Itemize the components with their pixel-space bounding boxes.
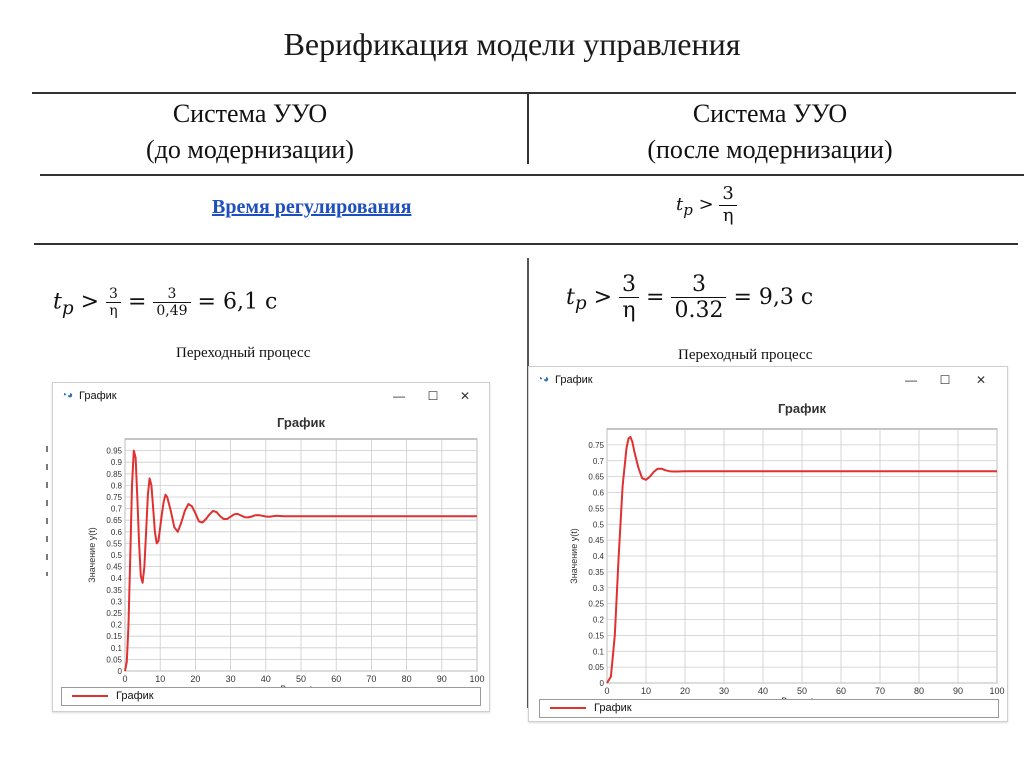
right-column-header xyxy=(570,96,970,168)
left-margin-marker xyxy=(46,446,48,576)
y-tick-label: 0.7 xyxy=(592,456,604,466)
right-fraction-2-num: 3 xyxy=(671,272,726,298)
y-tick-label: 0 xyxy=(599,679,604,688)
y-tick-label: 0.5 xyxy=(592,520,604,530)
y-tick-label: 0.4 xyxy=(110,574,122,584)
y-tick-label: 0.55 xyxy=(588,504,604,514)
left-fraction-2-den: 0,49 xyxy=(156,303,188,320)
y-tick-label: 0.65 xyxy=(106,516,122,526)
right-column-header-line2: (после модернизации) xyxy=(647,135,893,164)
y-tick-label: 0.25 xyxy=(106,609,122,618)
y-tick-label: 0.35 xyxy=(106,585,122,595)
right-formula-sub: p xyxy=(574,293,587,315)
left-fraction-2-num: 3 xyxy=(153,286,190,303)
window-title: График xyxy=(79,390,117,402)
left-formula-op: > xyxy=(80,289,100,315)
right-formula xyxy=(566,272,813,324)
y-tick-label: 0.75 xyxy=(106,493,122,502)
x-tick-label: 90 xyxy=(436,674,447,684)
y-tick-label: 0.9 xyxy=(110,458,122,468)
y-tick-label: 0.2 xyxy=(592,615,604,625)
x-tick-label: 90 xyxy=(952,686,964,696)
y-tick-label: 0.05 xyxy=(106,655,122,665)
table-rule-top xyxy=(32,92,1016,94)
x-tick-label: 70 xyxy=(366,674,377,684)
y-tick-label: 0.7 xyxy=(110,504,122,514)
graph-window-left xyxy=(52,382,490,712)
y-tick-label: 0.45 xyxy=(588,536,604,546)
right-formula-result: 9,3 с xyxy=(758,284,814,310)
right-formula-eq2: = xyxy=(733,284,752,310)
y-tick-label: 0.05 xyxy=(588,663,604,673)
y-tick-label: 0.8 xyxy=(110,481,122,491)
transient-chart-right xyxy=(529,393,1007,697)
y-tick-label: 0.6 xyxy=(592,488,604,498)
y-tick-label: 0.95 xyxy=(106,446,122,456)
regulation-time-formula xyxy=(676,184,737,226)
y-tick-label: 0.55 xyxy=(106,539,122,549)
legend-swatch xyxy=(72,695,108,697)
y-tick-label: 0.5 xyxy=(110,551,122,560)
formula-t: t xyxy=(676,194,684,216)
regulation-time-link[interactable]: Время регулирования xyxy=(212,196,412,218)
left-formula-sub: p xyxy=(61,297,74,319)
formula-fraction xyxy=(719,184,736,226)
left-fraction-2 xyxy=(153,286,190,319)
x-tick-label: 10 xyxy=(640,686,652,696)
y-axis-label: Значение y(t) xyxy=(87,527,97,583)
right-fraction-1-den: η xyxy=(622,298,636,324)
y-tick-label: 0.2 xyxy=(110,620,122,630)
chart-legend xyxy=(539,699,999,718)
right-formula-op: > xyxy=(593,284,613,310)
x-tick-label: 10 xyxy=(155,674,166,684)
legend-label: График xyxy=(116,690,154,702)
x-tick-label: 20 xyxy=(679,686,691,696)
y-tick-label: 0.3 xyxy=(592,583,604,593)
maximize-button[interactable]: ☐ xyxy=(939,373,951,387)
minimize-button[interactable]: — xyxy=(393,389,405,403)
y-tick-label: 0.15 xyxy=(588,631,604,641)
close-button[interactable]: ✕ xyxy=(459,389,471,403)
y-axis-label: Значение y(t) xyxy=(569,528,579,584)
legend-swatch xyxy=(550,707,586,709)
x-tick-label: 60 xyxy=(331,674,342,684)
right-formula-t: t xyxy=(566,284,575,310)
left-fraction-1-den: η xyxy=(109,303,118,320)
x-tick-label: 80 xyxy=(913,686,925,696)
y-tick-label: 0.85 xyxy=(106,469,122,479)
y-tick-label: 0.6 xyxy=(110,527,122,537)
left-formula xyxy=(53,286,277,319)
minimize-button[interactable]: — xyxy=(905,373,917,387)
graph-window-right xyxy=(528,366,1008,722)
x-tick-label: 50 xyxy=(295,674,307,684)
table-column-divider xyxy=(527,92,529,164)
x-tick-label: 80 xyxy=(401,674,412,684)
window-titlebar[interactable] xyxy=(53,383,489,409)
x-tick-label: 40 xyxy=(260,674,271,684)
right-fraction-2-den: 0.32 xyxy=(674,298,724,324)
left-column-header-line1: Система УУО xyxy=(172,99,328,128)
chart-title: График xyxy=(778,401,826,416)
x-tick-label: 40 xyxy=(757,686,769,696)
close-button[interactable]: ✕ xyxy=(975,373,987,387)
right-column-header-line1: Система УУО xyxy=(692,99,848,128)
formula-op: > xyxy=(698,194,714,216)
x-tick-label: 70 xyxy=(874,686,886,696)
chart-title: График xyxy=(277,415,325,430)
y-tick-label: 0.1 xyxy=(110,643,122,653)
x-tick-label: 20 xyxy=(190,674,201,684)
left-fraction-1 xyxy=(106,286,121,319)
y-tick-label: 0.65 xyxy=(588,472,604,482)
y-tick-label: 0.25 xyxy=(588,599,604,609)
y-tick-label: 0.35 xyxy=(588,567,604,577)
y-tick-label: 0 xyxy=(117,667,122,676)
right-formula-eq1: = xyxy=(646,284,665,310)
legend-label: График xyxy=(594,702,632,714)
chart-legend xyxy=(61,687,481,706)
graph-app-icon: ◔◕ xyxy=(61,390,74,401)
x-tick-label: 0 xyxy=(604,686,610,696)
window-title: График xyxy=(555,374,593,386)
left-formula-eq2: = xyxy=(197,289,216,315)
left-formula-t: t xyxy=(53,289,62,315)
y-tick-label: 0.45 xyxy=(106,562,122,572)
x-tick-label: 100 xyxy=(469,674,485,684)
right-caption: Переходный процесс xyxy=(678,347,813,363)
fraction-denominator: η xyxy=(722,204,734,226)
right-fraction-2 xyxy=(671,272,726,324)
right-fraction-1 xyxy=(619,272,639,324)
y-tick-label: 0.4 xyxy=(592,552,604,561)
window-titlebar[interactable] xyxy=(529,367,1007,393)
left-fraction-1-num: 3 xyxy=(106,286,121,303)
x-tick-label: 30 xyxy=(225,674,236,684)
left-column-header xyxy=(50,96,450,168)
y-tick-label: 0.15 xyxy=(106,632,122,642)
left-caption: Переходный процесс xyxy=(176,345,311,361)
x-tick-label: 30 xyxy=(718,686,730,696)
table-rule-bottom xyxy=(34,243,1018,245)
y-tick-label: 0.1 xyxy=(592,647,604,657)
slide-title: Верификация модели управления xyxy=(283,26,741,62)
graph-app-icon: ◔◕ xyxy=(537,374,550,385)
maximize-button[interactable]: ☐ xyxy=(427,389,439,403)
table-rule-middle xyxy=(40,174,1024,176)
x-tick-label: 50 xyxy=(796,686,808,696)
y-tick-label: 0.3 xyxy=(110,597,122,607)
right-fraction-1-num: 3 xyxy=(619,272,639,298)
left-formula-result: 6,1 с xyxy=(222,289,278,315)
x-tick-label: 60 xyxy=(835,686,847,696)
y-tick-label: 0.75 xyxy=(588,440,604,450)
x-tick-label: 100 xyxy=(989,686,1005,696)
x-tick-label: 0 xyxy=(122,674,128,684)
transient-chart-left xyxy=(53,409,489,689)
left-column-header-line2: (до модернизации) xyxy=(146,135,354,164)
fraction-numerator: 3 xyxy=(719,184,736,206)
formula-sub: p xyxy=(683,200,693,219)
left-formula-eq1: = xyxy=(127,289,147,315)
